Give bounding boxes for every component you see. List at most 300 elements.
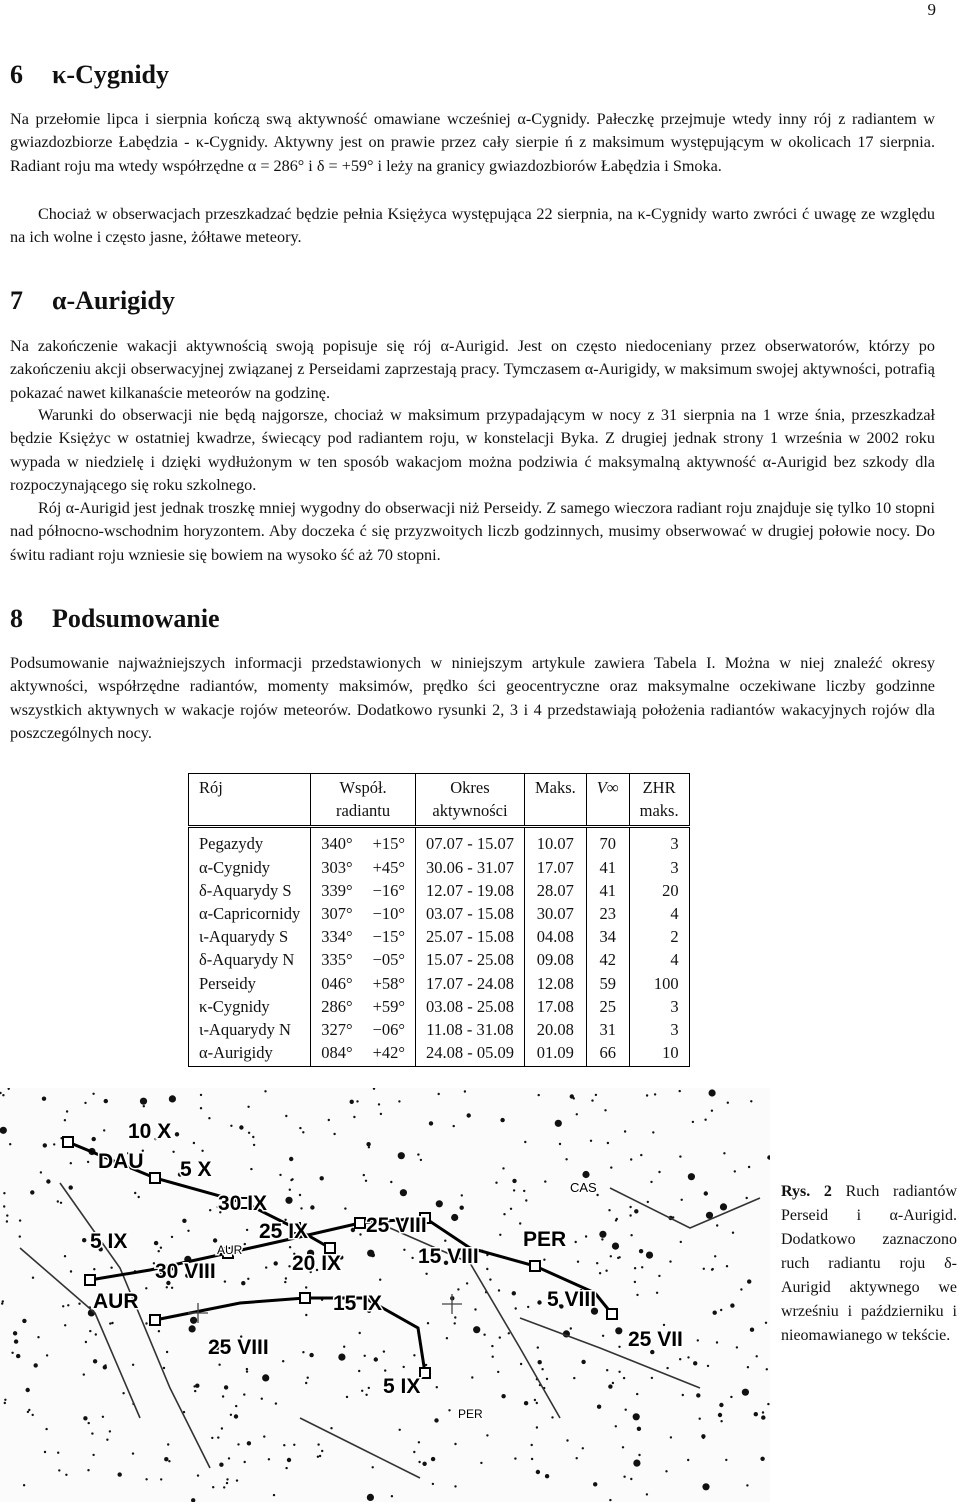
star: [467, 1113, 471, 1117]
star: [523, 1190, 525, 1192]
header-roj: Rój: [189, 774, 311, 800]
star: [760, 1457, 764, 1461]
cell-period: 03.07 - 15.08: [415, 902, 524, 925]
star: [453, 1125, 455, 1127]
star: [319, 1455, 321, 1457]
cell-period: 30.06 - 31.07: [415, 856, 524, 879]
star: [368, 1387, 370, 1389]
cell-v: 70: [586, 827, 629, 856]
star: [288, 1265, 290, 1267]
star: [610, 1166, 612, 1168]
star: [200, 1094, 202, 1096]
star: [244, 1243, 246, 1245]
star: [702, 1483, 709, 1490]
star: [118, 1472, 122, 1476]
star: [501, 1394, 505, 1398]
header-maks: Maks.: [524, 774, 586, 800]
star: [380, 1113, 382, 1115]
star: [66, 1110, 68, 1112]
star: [239, 1125, 243, 1129]
star: [596, 1262, 598, 1264]
star: [709, 1089, 716, 1096]
star: [420, 1159, 422, 1161]
header-okres: Okres: [415, 774, 524, 800]
star: [510, 1208, 512, 1210]
label-15ix: 15 IX: [333, 1292, 383, 1315]
star: [247, 1106, 249, 1108]
star: [154, 1241, 158, 1245]
header-wsp-2: radiantu: [311, 799, 416, 827]
star: [171, 1287, 173, 1289]
star: [466, 1282, 468, 1284]
star: [222, 1395, 224, 1397]
star: [230, 1414, 232, 1416]
star: [679, 1358, 681, 1360]
star: [92, 1454, 94, 1456]
star: [219, 1463, 223, 1467]
star: [364, 1355, 366, 1357]
star: [730, 1303, 734, 1307]
star: [70, 1162, 72, 1164]
star: [208, 1117, 210, 1119]
star: [538, 1094, 540, 1096]
cell-v: 25: [586, 995, 629, 1018]
star: [32, 1277, 34, 1279]
header-v-2: [586, 799, 629, 827]
star: [692, 1121, 694, 1123]
star: [427, 1322, 429, 1324]
star: [83, 1416, 87, 1420]
star: [536, 1426, 538, 1428]
cell-v: 66: [586, 1041, 629, 1067]
star: [302, 1351, 304, 1353]
star: [42, 1097, 46, 1101]
star: [688, 1173, 695, 1180]
star: [716, 1224, 718, 1226]
star: [158, 1250, 160, 1252]
star: [391, 1495, 393, 1497]
star: [82, 1238, 86, 1242]
star: [359, 1332, 361, 1334]
cell-ra: 340°: [311, 827, 363, 856]
star: [23, 1484, 25, 1486]
label-5viii: 5 VIII: [547, 1288, 597, 1311]
star: [618, 1346, 620, 1348]
star: [486, 1268, 488, 1270]
star: [742, 1389, 749, 1396]
marker-25viii: [355, 1218, 365, 1228]
star: [436, 1386, 438, 1388]
cell-max: 09.08: [524, 948, 586, 971]
star: [634, 1281, 636, 1283]
star: [111, 1322, 113, 1324]
star: [263, 1435, 265, 1437]
star: [591, 1099, 593, 1101]
star: [284, 1281, 286, 1283]
label-30ix: 30 IX: [218, 1192, 268, 1215]
star: [3, 1205, 5, 1207]
cell-max: 20.08: [524, 1018, 586, 1041]
star: [480, 1462, 482, 1464]
cell-zhr: 3: [629, 1018, 689, 1041]
star: [218, 1364, 220, 1366]
star: [656, 1292, 658, 1294]
cell-name: ι-Aquarydy N: [189, 1018, 311, 1041]
section-6-paragraph-1: Na przełomie lipca i sierpnia kończą swą aktywność omawiane wcześniej α-Cygnidy. Pałeczkę przejmuje wtedy inny rój z radiantem w gwiazdozbiorze Łabędzia - κ-Cygnidy. Aktywny jest on prawie przez cały sierpie ń z maksimum występującym w okolicach 17 sierpnia. Radiant roju ma wtedy współrzędne α = 286° i δ = +59° i leży na granicy gwiazdozbiorów Łabędzia i Smoka.: [10, 110, 935, 175]
star: [471, 1376, 473, 1378]
star: [78, 1303, 80, 1305]
label-5ix-left: 5 IX: [90, 1230, 128, 1253]
star: [372, 1466, 374, 1468]
star: [646, 1094, 648, 1096]
star: [641, 1266, 643, 1268]
label-per-small: PER: [458, 1407, 483, 1421]
star: [636, 1294, 638, 1296]
star: [6, 1214, 8, 1216]
star: [305, 1286, 307, 1288]
star: [6, 1220, 8, 1222]
star: [65, 1474, 67, 1476]
star: [417, 1153, 419, 1155]
star: [168, 1460, 170, 1462]
star: [248, 1132, 250, 1134]
star: [617, 1257, 619, 1259]
star: [623, 1377, 625, 1379]
star: [4, 1402, 6, 1404]
star: [399, 1429, 401, 1431]
star: [234, 1414, 238, 1418]
cell-name: α-Cygnidy: [189, 856, 311, 879]
star: [243, 1393, 245, 1395]
label-20ix: 20 IX: [292, 1252, 342, 1275]
star: [190, 1317, 197, 1324]
page-number: 9: [927, 0, 936, 19]
star: [34, 1363, 38, 1367]
star: [748, 1166, 750, 1168]
star: [367, 1250, 374, 1257]
star: [602, 1335, 604, 1337]
star: [520, 1363, 522, 1365]
star: [138, 1196, 140, 1198]
star: [750, 1100, 752, 1102]
star: [663, 1324, 665, 1326]
cell-v: 41: [586, 879, 629, 902]
star: [665, 1470, 667, 1472]
star: [356, 1100, 358, 1102]
star: [58, 1469, 60, 1471]
star: [346, 1396, 348, 1398]
cell-ra: 046°: [311, 972, 363, 995]
star: [287, 1458, 291, 1462]
star: [88, 1422, 90, 1424]
star: [536, 1402, 538, 1404]
header-v: V∞: [586, 774, 629, 800]
star: [201, 1150, 203, 1152]
star: [432, 1483, 434, 1485]
star: [703, 1268, 705, 1270]
star: [299, 1194, 301, 1196]
cell-v: 34: [586, 925, 629, 948]
label-5ix-bottom: 5 IX: [383, 1375, 421, 1398]
star: [418, 1461, 420, 1463]
star: [544, 1180, 546, 1182]
star: [499, 1336, 501, 1338]
star: [171, 1236, 173, 1238]
star: [747, 1366, 749, 1368]
star: [681, 1199, 683, 1201]
cell-max: 17.07: [524, 856, 586, 879]
star: [612, 1243, 619, 1250]
cell-period: 15.07 - 25.08: [415, 948, 524, 971]
star: [545, 1474, 549, 1478]
star: [429, 1121, 433, 1125]
star: [30, 1190, 34, 1194]
star: [43, 1143, 47, 1147]
table-row: [189, 972, 690, 995]
cell-dec: +59°: [372, 996, 405, 1016]
star: [279, 1174, 281, 1176]
cell-dec: +42°: [363, 1041, 416, 1067]
star: [187, 1230, 189, 1232]
star: [639, 1249, 643, 1253]
star: [160, 1478, 162, 1480]
star: [736, 1346, 738, 1348]
cell-dec: −06°: [372, 1020, 405, 1040]
star: [305, 1314, 307, 1316]
star: [265, 1266, 267, 1268]
label-aur-small: AUR: [217, 1243, 243, 1257]
star: [224, 1385, 228, 1389]
star: [285, 1115, 287, 1117]
star: [650, 1181, 652, 1183]
star: [766, 1368, 768, 1370]
star: [630, 1478, 632, 1480]
star: [45, 1428, 47, 1430]
star: [172, 1151, 174, 1153]
star: [92, 1093, 94, 1095]
star: [92, 1137, 96, 1141]
star: [750, 1328, 754, 1332]
star: [285, 1277, 287, 1279]
star: [464, 1090, 466, 1092]
table-row: [189, 879, 690, 902]
star: [767, 1403, 769, 1405]
star: [95, 1333, 97, 1335]
star: [19, 1235, 21, 1237]
star: [350, 1100, 354, 1104]
star: [538, 1360, 542, 1364]
cell-name: ι-Aquarydy S: [189, 925, 311, 948]
star: [309, 1353, 313, 1357]
star: [109, 1322, 111, 1324]
table-header-row: [189, 774, 690, 800]
star: [454, 1322, 456, 1324]
star: [252, 1136, 254, 1138]
label-15viii: 15 VIII: [418, 1245, 479, 1268]
star: [486, 1434, 488, 1436]
star: [262, 1374, 269, 1381]
star: [411, 1257, 413, 1259]
star: [718, 1413, 722, 1417]
section-8-paragraph-1: Podsumowanie najważniejszych informacji przedstawionych w niniejszym artykule zawiera Tabela I. Można w niej znaleźć okresy aktywności, współrzędne radiantów, momenty maksimów, prędko ści geocentryczne oraz maksymalne oczekiwane liczby godzinne wszystkich aktywnych w wakacje rojów meteorów. Dodatkowo rysunki 2, 3 i 4 przedstawiają położenia radiantów wakacyjnych rojów dla poszczególnych nocy.: [10, 654, 935, 743]
star: [310, 1205, 314, 1209]
star: [371, 1496, 373, 1498]
label-10x: 10 X: [128, 1120, 172, 1143]
cell-ra: 335°: [311, 948, 363, 971]
cell-dec: −05°: [372, 950, 405, 970]
star: [378, 1103, 380, 1105]
figure-caption: [781, 1180, 957, 1348]
star: [723, 1152, 725, 1154]
star: [765, 1322, 767, 1324]
table-row: [189, 1041, 690, 1067]
star: [367, 1494, 374, 1501]
star: [223, 1486, 225, 1488]
star: [615, 1425, 617, 1427]
star: [646, 1252, 653, 1259]
section-6-title: κ-Cygnidy: [52, 60, 170, 89]
label-25viii-mid: 25 VIII: [366, 1214, 427, 1237]
star: [195, 1384, 199, 1388]
star: [250, 1168, 252, 1170]
star: [317, 1443, 319, 1445]
table-row: [189, 856, 690, 879]
star: [746, 1197, 748, 1199]
star: [576, 1457, 578, 1459]
cell-v: 59: [586, 972, 629, 995]
star: [2, 1300, 4, 1302]
star: [44, 1451, 46, 1453]
cell-name: α-Capricornidy: [189, 902, 311, 925]
star: [596, 1194, 598, 1196]
star: [211, 1437, 213, 1439]
star: [328, 1119, 330, 1121]
star: [543, 1259, 545, 1261]
cell-ra: 286°: [311, 995, 363, 1018]
star: [672, 1216, 674, 1218]
star: [451, 1214, 458, 1221]
cell-ra: 327°: [311, 1018, 363, 1041]
star: [633, 1460, 640, 1467]
star: [713, 1311, 717, 1315]
label-5x: 5 X: [180, 1158, 212, 1181]
star: [734, 1170, 736, 1172]
star: [623, 1476, 625, 1478]
star: [647, 1201, 649, 1203]
label-dau: DAU: [98, 1150, 144, 1173]
star: [746, 1484, 748, 1486]
cell-zhr: 3: [629, 827, 689, 856]
star: [2, 1094, 4, 1096]
cell-v: 41: [586, 856, 629, 879]
header-maks-2: [524, 799, 586, 827]
star: [682, 1394, 684, 1396]
star: [274, 1261, 278, 1265]
cell-ra: 339°: [311, 879, 363, 902]
star: [217, 1436, 219, 1438]
star: [158, 1330, 160, 1332]
star: [1, 1302, 3, 1304]
cell-dec: −16°: [372, 880, 405, 900]
star: [622, 1446, 624, 1448]
cell-v: 23: [586, 902, 629, 925]
star: [601, 1238, 603, 1240]
star: [302, 1131, 304, 1133]
star: [514, 1457, 516, 1459]
star-map: [0, 1088, 770, 1502]
cell-zhr: 2: [629, 925, 689, 948]
star: [261, 1398, 263, 1400]
star: [714, 1255, 716, 1257]
star: [212, 1486, 214, 1488]
star: [497, 1371, 499, 1373]
star: [104, 1364, 106, 1366]
cell-period: 03.08 - 25.08: [415, 995, 524, 1018]
star: [93, 1359, 97, 1363]
star: [704, 1191, 708, 1195]
star: [670, 1436, 672, 1438]
star: [634, 1267, 636, 1269]
star: [508, 1332, 510, 1334]
star: [687, 1356, 689, 1358]
table-row: [189, 995, 690, 1018]
star: [244, 1461, 246, 1463]
star: [67, 1304, 69, 1306]
star: [145, 1478, 147, 1480]
cell-period: 17.07 - 24.08: [415, 972, 524, 995]
cell-max: 12.08: [524, 972, 586, 995]
star: [704, 1119, 706, 1121]
star: [197, 1474, 199, 1476]
star: [527, 1306, 529, 1308]
star: [289, 1157, 293, 1161]
cell-name: Perseidy: [189, 972, 311, 995]
star: [9, 1143, 11, 1145]
star: [379, 1279, 381, 1281]
star: [638, 1454, 640, 1456]
star: [13, 1331, 17, 1335]
cell-period: 24.08 - 05.09: [415, 1041, 524, 1067]
star: [608, 1209, 610, 1211]
star: [102, 1416, 104, 1418]
star: [273, 1494, 275, 1496]
star: [64, 1324, 66, 1326]
star: [160, 1247, 162, 1249]
star: [40, 1171, 42, 1173]
star: [473, 1326, 480, 1333]
table-row: [189, 827, 690, 856]
star: [634, 1209, 638, 1213]
cell-zhr: 10: [629, 1041, 689, 1067]
star: [398, 1152, 405, 1159]
star: [725, 1459, 727, 1461]
star: [140, 1098, 147, 1105]
star: [344, 1207, 346, 1209]
star: [230, 1125, 232, 1127]
star: [740, 1288, 742, 1290]
star: [618, 1371, 620, 1373]
cell-v: 42: [586, 948, 629, 971]
star: [3, 1192, 5, 1194]
star: [134, 1192, 136, 1194]
star: [474, 1308, 476, 1310]
star: [519, 1222, 521, 1224]
star: [531, 1458, 533, 1460]
star: [512, 1179, 516, 1183]
star: [365, 1180, 367, 1182]
star: [651, 1377, 653, 1379]
cell-max: 10.07: [524, 827, 586, 856]
